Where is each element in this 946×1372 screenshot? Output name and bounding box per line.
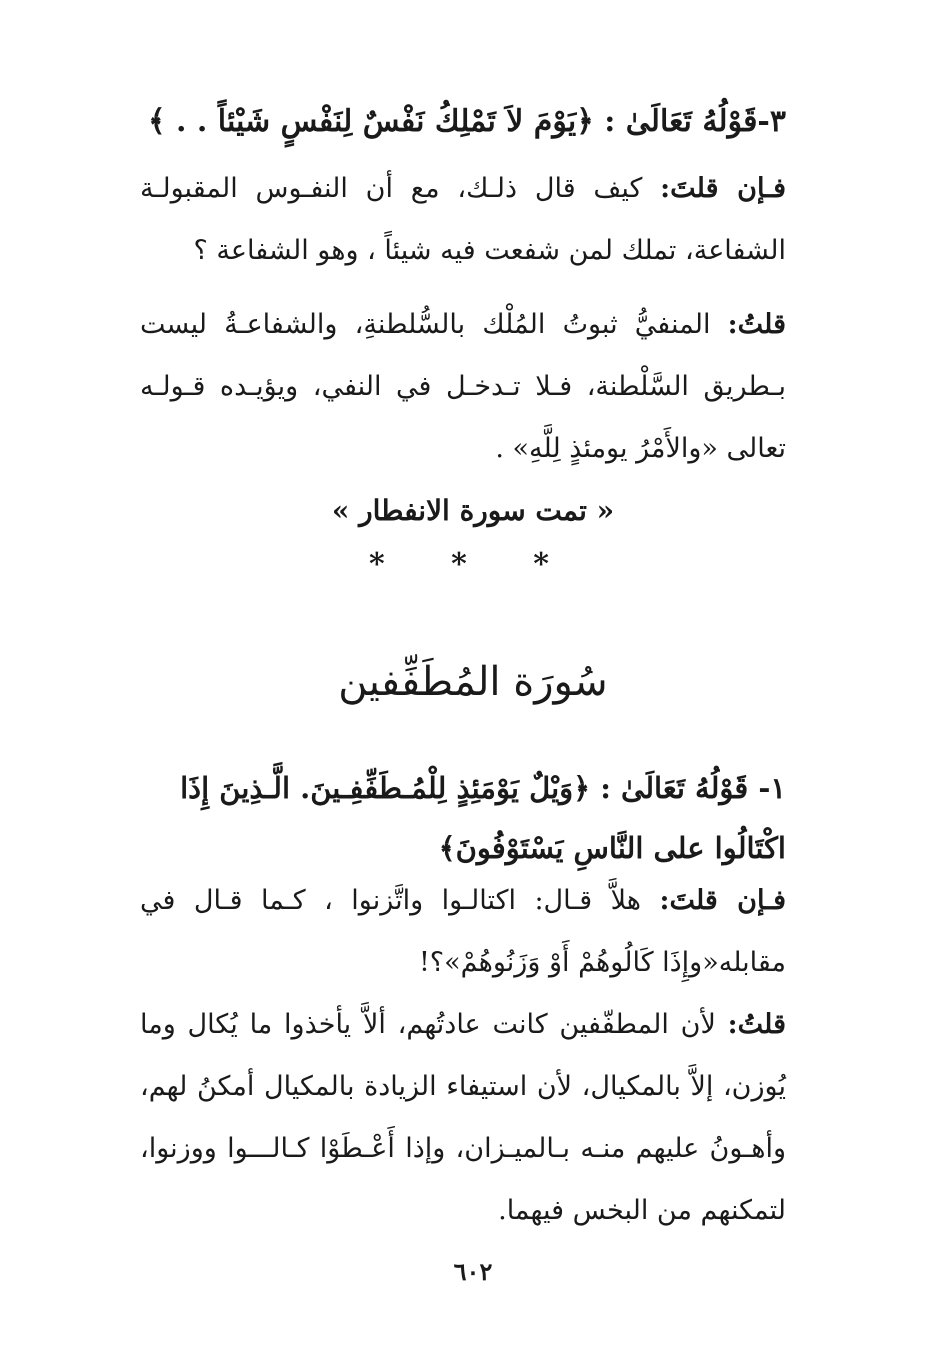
section-1-heading-lead: ٣-قَوْلُهُ تَعَالَىٰ [625, 104, 786, 139]
section-1-question [140, 158, 786, 282]
answer-paragraph [140, 294, 786, 480]
separator-stars: * * * [369, 547, 577, 582]
page-number: ٦٠٢ [453, 1257, 493, 1286]
answer-paragraph [140, 994, 786, 1242]
section-2-heading-lead: ١- قَوْلُهُ تَعَالَىٰ [621, 771, 786, 805]
section-1-heading-verse: : ﴿يَوْمَ لاَ تَمْلِكُ نَفْسٌ لِنَفْسٍ شَيْئاً . . ﴾ [148, 104, 616, 139]
sura-title: سُورَة المُطَفِّفين [338, 659, 608, 705]
section-1-answer [140, 294, 786, 480]
section-2-heading [140, 758, 786, 878]
question-text: هلاَّ قـال: اكتالـوا واتَّزنوا ، كـما قـال في مقابله«وإِذَا كَالُوهُمْ أَوْ وَزَنُوهُمْ»؟! [140, 885, 786, 978]
question-lead: فـإن قلتَ: [659, 885, 786, 916]
section-2-question [140, 870, 786, 994]
question-lead: فـإن قلتَ: [660, 173, 786, 204]
section-2-heading-verse: : ﴿وَيْلٌ يَوْمَئِذٍ لِلْمُـطَفِّفِـينَ. الَّـذِينَ إِذَا اكْتَالُوا على النَّاسِ يَسْتَوْفُونَ﴾ [180, 771, 786, 865]
answer-lead: قلتُ: [727, 1009, 786, 1040]
answer-text: المنفيُّ ثبوتُ المُلْك بالسُّلطنةِ، والشفاعـةُ ليست بـطريق السَّلْطنة، فـلا تـدخـل في النفي، ويؤيـده قـولـه تعالى «والأَمْرُ يومئذٍ لِلَّهِ» . [140, 309, 786, 464]
sura-end-note: « تمت سورة الانفطار » [331, 494, 615, 527]
question-paragraph [140, 870, 786, 994]
answer-text: لأن المطفّفين كانت عادتُهم، ألاَّ يأخذوا ما يُكال وما يُوزن، إلاَّ بالمكيال، لأن استيفاء الزيادة بالمكيال أمكنُ لهم، وأهـونُ عليهم منـه بـالميـزان، وإذا أَعْـطَوْا كـالـــوا ووزنوا، لتمكنهم من البخس فيهما. [140, 1009, 786, 1226]
answer-lead: قلتُ: [727, 309, 786, 340]
question-text: كيف قال ذلـك، مع أن النفـوس المقبولـة الشفاعة، تملك لمن شفعت فيه شيئاً ، وهو الشفاعة ؟ [140, 173, 786, 266]
section-2-answer [140, 994, 786, 1242]
section-1-heading [140, 92, 786, 152]
question-paragraph [140, 158, 786, 282]
